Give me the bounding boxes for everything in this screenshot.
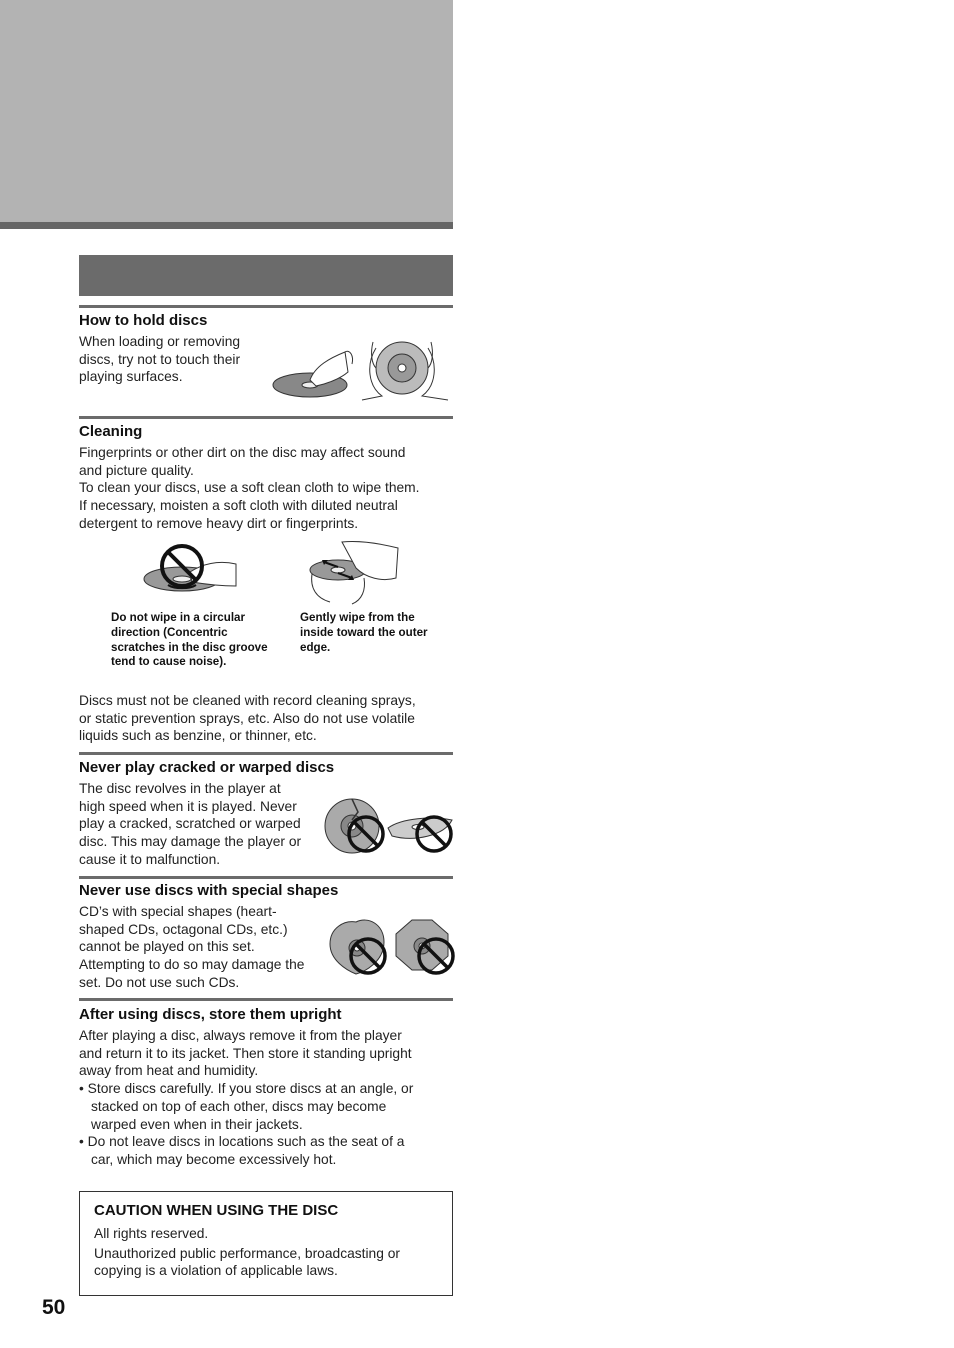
text-line: high speed when it is played. Never: [79, 798, 297, 814]
caption-line: inside toward the outer: [300, 625, 428, 639]
caution-title: CAUTION WHEN USING THE DISC: [94, 1202, 339, 1219]
section-rule: [79, 305, 453, 308]
text-line: Attempting to do so may damage the: [79, 957, 305, 973]
cracked-text: [79, 780, 301, 869]
cracked-warped-disc-illustration: [322, 796, 455, 858]
text-line: detergent to remove heavy dirt or fingerprints.: [79, 515, 359, 531]
correct-wiping-illustration: [302, 538, 402, 608]
shapes-text: [79, 903, 304, 992]
text-line: or static prevention sprays, etc. Also do not use volatile: [79, 710, 415, 726]
caption-line: Do not wipe in a circular: [111, 611, 245, 624]
header-rule: [0, 222, 453, 229]
hold-heading: How to hold discs: [79, 312, 208, 329]
caution-box: [79, 1191, 453, 1296]
caution-text: [94, 1224, 400, 1281]
store-heading: After using discs, store them upright: [79, 1006, 342, 1023]
text-line: Unauthorized public performance, broadcasting or: [94, 1245, 401, 1261]
caption-line: direction (Concentric: [111, 625, 228, 639]
text-line: All rights reserved.: [94, 1226, 209, 1241]
cracked-heading: Never play cracked or warped discs: [79, 759, 335, 776]
text-line: and return it to its jacket. Then store it standing upright: [79, 1045, 412, 1061]
wrong-wiping-caption: [111, 611, 268, 670]
text-line: play a cracked, scratched or warped: [79, 816, 301, 832]
caption-line: scratches in the disc groove: [111, 640, 268, 654]
text-line: After playing a disc, always remove it from the player: [79, 1028, 402, 1043]
text-line: set. Do not use such CDs.: [79, 974, 240, 990]
section-rule: [79, 752, 453, 755]
hand-holding-disc-illustration: [270, 334, 455, 406]
section-rule: [79, 416, 453, 419]
text-line: cannot be played on this set.: [79, 939, 255, 955]
text-line: playing surfaces.: [79, 369, 183, 385]
cleaning-text: [79, 444, 420, 533]
bullet-line: • Do not leave discs in locations such as the seat of a: [79, 1134, 405, 1150]
text-line: discs, try not to touch their: [79, 351, 241, 367]
caption-line: Gently wipe from the: [300, 611, 415, 624]
text-line: If necessary, moisten a soft cloth with diluted neutral: [79, 498, 398, 514]
text-line: Fingerprints or other dirt on the disc may affect sound: [79, 445, 406, 460]
shapes-heading: Never use discs with special shapes: [79, 882, 339, 899]
section-rule: [79, 998, 453, 1001]
correct-wiping-caption: [300, 611, 428, 655]
cleaning-heading: Cleaning: [79, 423, 143, 440]
cleaning-sprays-text: [79, 692, 416, 745]
caption-line: edge.: [300, 640, 331, 654]
text-line: The disc revolves in the player at: [79, 781, 281, 796]
text-line: cause it to malfunction.: [79, 851, 221, 867]
text-line: and picture quality.: [79, 462, 194, 478]
store-text: [79, 1027, 413, 1169]
bullet-line: • Store discs carefully. If you store discs at an angle, or: [79, 1081, 414, 1097]
bullet-line: warped even when in their jackets.: [91, 1116, 303, 1132]
bullet-line: car, which may become excessively hot.: [91, 1151, 337, 1167]
text-line: disc. This may damage the player or: [79, 834, 302, 850]
text-line: CD’s with special shapes (heart-: [79, 904, 277, 919]
section-title-band: [79, 255, 453, 296]
text-line: To clean your discs, use a soft clean cloth to wipe them.: [79, 480, 420, 496]
header-gray-block: [0, 0, 453, 222]
text-line: liquids such as benzine, or thinner, etc.: [79, 728, 317, 744]
text-line: away from heat and humidity.: [79, 1063, 259, 1079]
caption-line: tend to cause noise).: [111, 655, 227, 669]
text-line: Discs must not be cleaned with record cleaning sprays,: [79, 693, 416, 708]
text-line: shaped CDs, octagonal CDs, etc.): [79, 921, 288, 937]
section-rule: [79, 876, 453, 879]
wrong-wiping-illustration: [140, 542, 240, 606]
text-line: copying is a violation of applicable laws.: [94, 1263, 338, 1278]
special-shape-disc-illustration: [326, 916, 456, 976]
text-line: When loading or removing: [79, 334, 241, 349]
hold-text: [79, 333, 240, 386]
page-number: 50: [42, 1296, 66, 1319]
bullet-line: stacked on top of each other, discs may become: [91, 1098, 387, 1114]
